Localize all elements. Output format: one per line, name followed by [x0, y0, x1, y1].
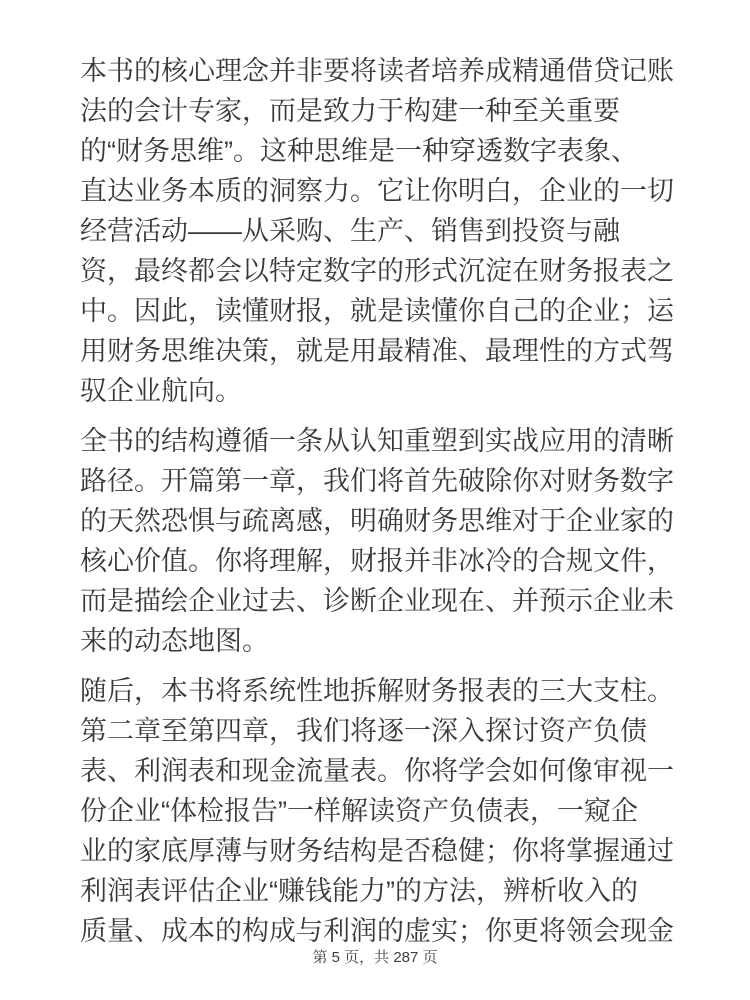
text-line: 来的动态地图。 — [80, 626, 269, 656]
text-line: 第二章至第四章，我们将逐一深入探讨资产负债 — [80, 716, 647, 746]
text-line: 法的会计专家，而是致力于构建一种至关重要 — [80, 96, 620, 126]
paragraph — [80, 671, 680, 951]
text-line: 中。因此，读懂财报，就是读懂你自己的企业；运 — [80, 296, 674, 326]
text-line: 全书的结构遵循一条从认知重塑到实战应用的清晰 — [80, 426, 674, 456]
text-line: 表、利润表和现金流量表。你将学会如何像审视一 — [80, 756, 674, 786]
text-line: 的天然恐惧与疏离感，明确财务思维对于企业家的 — [80, 506, 674, 536]
text-line: 直达业务本质的洞察力。它让你明白，企业的一切 — [80, 176, 674, 206]
paragraph — [80, 421, 680, 661]
text-line: 而是描绘企业过去、诊断企业现在、并预示企业未 — [80, 586, 674, 616]
text-line: 本书的核心理念并非要将读者培养成精通借贷记账 — [80, 56, 674, 86]
text-line: 随后，本书将系统性地拆解财务报表的三大支柱。 — [80, 676, 674, 706]
text-line: 质量、成本的构成与利润的虚实；你更将领会现金 — [80, 916, 674, 946]
text-line: 业的家底厚薄与财务结构是否稳健；你将掌握通过 — [80, 836, 674, 866]
page-number: 第 5 页，共 287 页 — [312, 949, 438, 966]
text-line: 利润表评估企业“赚钱能力”的方法，辨析收入的 — [80, 876, 638, 906]
text-line: 份企业“体检报告”一样解读资产负债表，一窥企 — [80, 796, 638, 826]
text-line: 资，最终都会以特定数字的形式沉淀在财务报表之 — [80, 256, 674, 286]
text-line: 经营活动——从采购、生产、销售到投资与融 — [80, 216, 620, 246]
text-line: 用财务思维决策，就是用最精准、最理性的方式驾 — [80, 336, 674, 366]
text-line: 路径。开篇第一章，我们将首先破除你对财务数字 — [80, 466, 674, 496]
text-line: 核心价值。你将理解，财报并非冰冷的合规文件， — [80, 546, 674, 576]
text-line: 的“财务思维”。这种思维是一种穿透数字表象、 — [80, 136, 638, 166]
text-line: 驭企业航向。 — [80, 376, 242, 406]
paragraph — [80, 51, 680, 411]
